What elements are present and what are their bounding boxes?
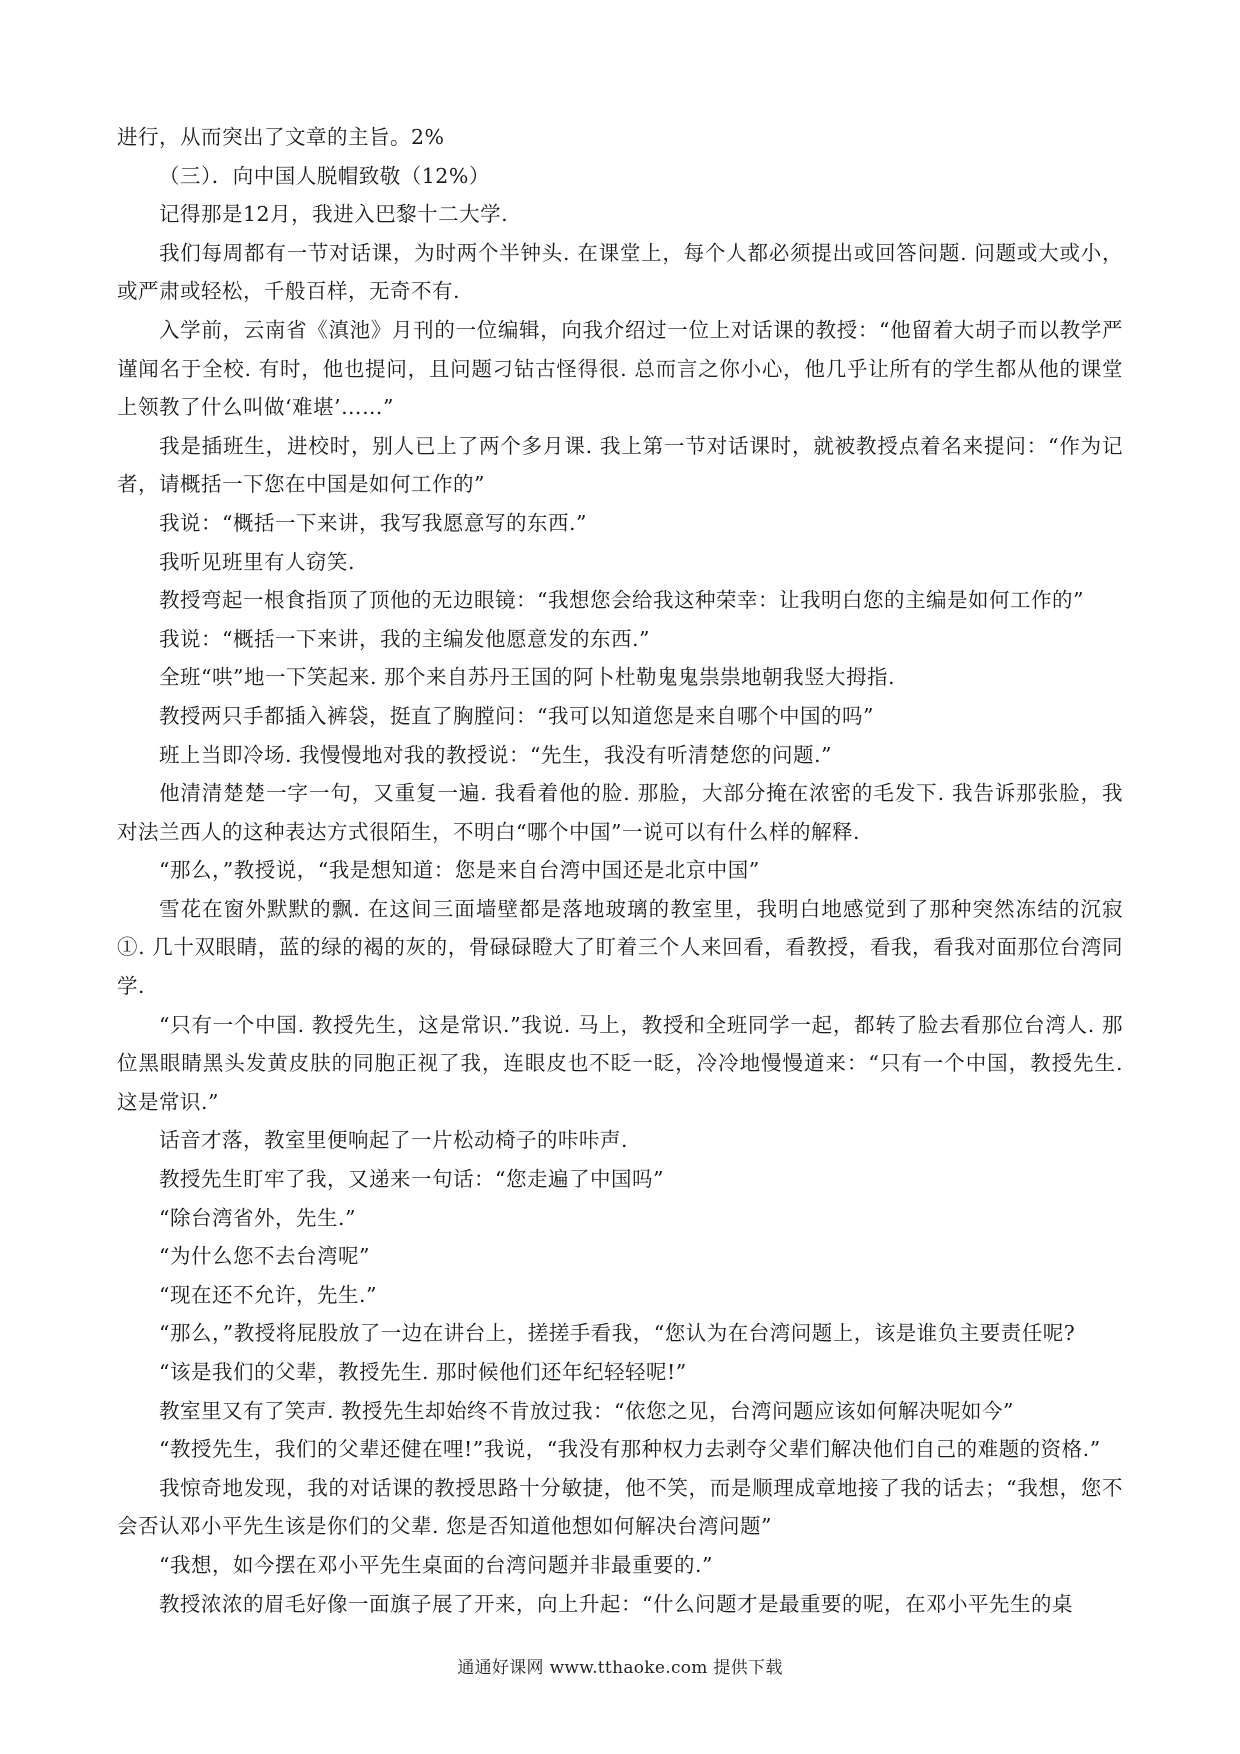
- paragraph: “现在还不允许，先生.”: [159, 1282, 377, 1307]
- paragraph: “该是我们的父辈，教授先生. 那时候他们还年纪轻轻呢!”: [159, 1360, 687, 1384]
- paragraph: 班上当即冷场. 我慢慢地对我的教授说：“先生，我没有听清楚您的问题.”: [159, 742, 833, 767]
- paragraph: 话音才落，教室里便响起了一片松动椅子的咔咔声.: [159, 1128, 629, 1153]
- paragraph: 我听见班里有人窃笑.: [159, 549, 356, 574]
- paragraph: “我想，如今摆在邓小平先生桌面的台湾问题并非最重要的.”: [159, 1552, 713, 1577]
- paragraph: 教授浓浓的眉毛好像一面旗子展了开来，向上升起：“什么问题才是最重要的呢，在邓小平先生的桌: [159, 1591, 1073, 1616]
- paragraph: 进行，从而突出了文章的主旨。2%: [117, 125, 445, 149]
- paragraph: 教授弯起一根食指顶了顶他的无边眼镜：“我想您会给我这种荣幸：让我明白您的主编是如何工作的”: [159, 588, 1084, 613]
- paragraph: 我说：“概括一下来讲，我写我愿意写的东西.”: [159, 510, 587, 535]
- article-body: [117, 118, 1123, 1623]
- paragraph: 我惊奇地发现，我的对话课的教授思路十分敏捷，他不笑，而是顺理成章地接了我的话去；“我想，您不会否认邓小平先生该是你们的父辈. 您是否知道他想如何解决台湾问题”: [117, 1475, 1123, 1539]
- paragraph: “那么，”教授将屁股放了一边在讲台上，搓搓手看我，“您认为在台湾问题上，该是谁负主要责任呢?: [159, 1321, 1076, 1346]
- paragraph: “教授先生，我们的父辈还健在哩!”我说，“我没有那种权力去剥夺父辈们解决他们自己的难题的资格.”: [159, 1437, 1101, 1462]
- paragraph: 我是插班生，进校时，别人已上了两个多月课. 我上第一节对话课时，就被教授点着名来提问：“作为记者，请概括一下您在中国是如何工作的”: [117, 433, 1123, 497]
- paragraph: 教室里又有了笑声. 教授先生却始终不肯放过我：“依您之见，台湾问题应该如何解决呢如今”: [159, 1398, 1014, 1423]
- page-footer: 通通好课网 www.tthaoke.com 提供下载: [457, 1658, 783, 1678]
- paragraph: “那么，”教授说，“我是想知道：您是来自台湾中国还是北京中国”: [159, 858, 760, 883]
- paragraph: 记得那是12月，我进入巴黎十二大学.: [159, 202, 509, 227]
- paragraph: 雪花在窗外默默的飘. 在这间三面墙壁都是落地玻璃的教室里，我明白地感觉到了那种突然冻结的沉寂①. 几十双眼睛，蓝的绿的褐的灰的，骨碌碌瞪大了盯着三个人来回看，看教授，看我，看我对面那位台湾同学.: [117, 896, 1123, 999]
- paragraph: 教授先生盯牢了我，又递来一句话：“您走遍了中国吗”: [159, 1167, 664, 1192]
- paragraph: 入学前，云南省《滇池》月刊的一位编辑，向我介绍过一位上对话课的教授：“他留着大胡子而以教学严谨闻名于全校. 有时，他也提问，且问题刁钻古怪得很. 总而言之你小心，他几乎让所有的学生都从他的课堂上领教了什么叫做‘难堪’……”: [117, 317, 1123, 420]
- paragraph: “为什么您不去台湾呢”: [159, 1244, 370, 1269]
- section-heading: （三）．向中国人脱帽致敬（12%）: [159, 163, 490, 188]
- paragraph: 我说：“概括一下来讲，我的主编发他愿意发的东西.”: [159, 626, 650, 651]
- paragraph: “只有一个中国. 教授先生，这是常识.”我说. 马上，教授和全班同学一起，都转了脸去看那位台湾人. 那位黑眼睛黑头发黄皮肤的同胞正视了我，连眼皮也不眨一眨，冷冷地慢慢道来：“只有一个中国，教授先生. 这是常识.”: [117, 1012, 1123, 1114]
- paragraph: 全班“哄”地一下笑起来. 那个来自苏丹王国的阿卜杜勒鬼鬼祟祟地朝我竖大拇指.: [159, 665, 896, 690]
- paragraph: “除台湾省外，先生.”: [159, 1205, 356, 1230]
- paragraph: 他清清楚楚一字一句，又重复一遍. 我看着他的脸. 那脸，大部分掩在浓密的毛发下. 我告诉那张脸，我对法兰西人的这种表达方式很陌生，不明白“哪个中国”一说可以有什么样的解释.: [117, 781, 1123, 844]
- paragraph: 教授两只手都插入裤袋，挺直了胸膛问：“我可以知道您是来自哪个中国的吗”: [159, 703, 874, 728]
- paragraph: 我们每周都有一节对话课，为时两个半钟头. 在课堂上，每个人都必须提出或回答问题. 问题或大或小，或严肃或轻松，千般百样，无奇不有.: [117, 240, 1123, 304]
